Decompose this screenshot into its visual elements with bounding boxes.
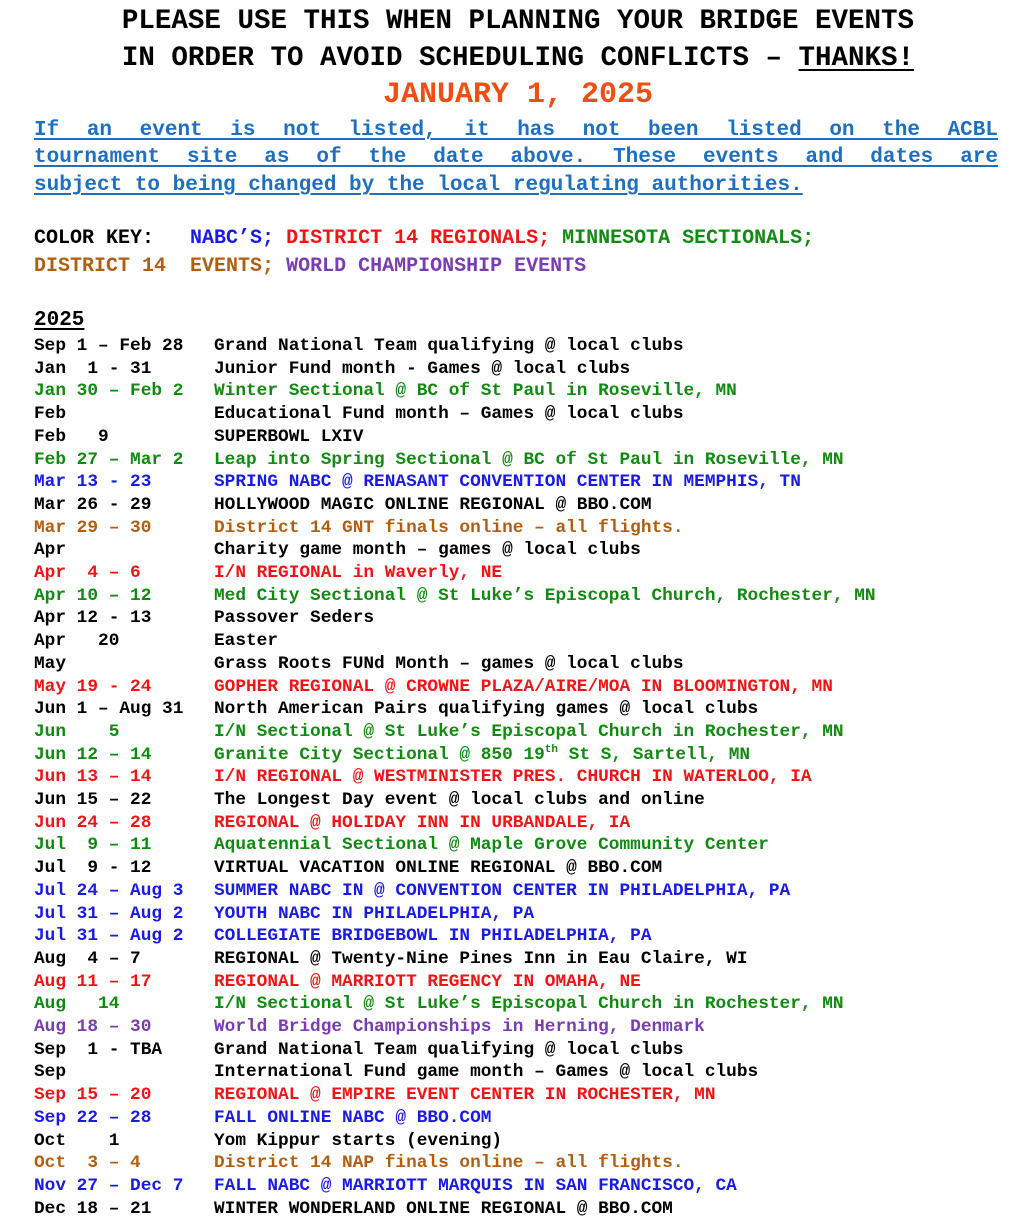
event-description bbox=[214, 744, 750, 767]
event-description-text: District 14 NAP finals online – all flights. bbox=[214, 1153, 684, 1174]
event-date: Aug 14 bbox=[34, 994, 120, 1015]
event-description bbox=[214, 1039, 684, 1062]
event-description-text: HOLLYWOOD MAGIC ONLINE REGIONAL @ BBO.COM bbox=[214, 494, 652, 515]
event-description-text: FALL NABC @ MARRIOTT MARQUIS IN SAN FRANCISCO, CA bbox=[214, 1175, 737, 1196]
event-description-text: World Bridge Championships in Herning, Denmark bbox=[214, 1017, 705, 1037]
event-date: Nov 27 – Dec 7 bbox=[34, 1175, 184, 1196]
event-date: Jun 13 – 14 bbox=[34, 767, 152, 788]
disclaimer-line-1: If an event is not listed, it has not been listed on the ACBL bbox=[34, 119, 998, 142]
event-description bbox=[214, 857, 662, 880]
color-key-line-2 bbox=[34, 253, 586, 281]
document-date: JANUARY 1, 2025 bbox=[382, 78, 654, 112]
event-description-text: Grand National Team qualifying @ local clubs bbox=[214, 1039, 684, 1060]
event-date: Jan 1 - 31 bbox=[34, 358, 152, 379]
key-district-regionals: DISTRICT 14 REGIONALS; bbox=[286, 227, 551, 250]
event-description-text: Granite City Sectional @ 850 19 bbox=[214, 744, 545, 765]
event-description-text: SPRING NABC @ RENASANT CONVENTION CENTER IN MEMPHIS, TN bbox=[214, 472, 801, 493]
event-date: Sep 1 - TBA bbox=[34, 1039, 163, 1060]
event-description bbox=[214, 698, 758, 721]
event-description bbox=[214, 993, 844, 1016]
event-description-text: WINTER WONDERLAND ONLINE REGIONAL @ BBO.COM bbox=[214, 1198, 673, 1219]
event-description bbox=[214, 494, 652, 517]
event-description-text: Educational Fund month – Games @ local clubs bbox=[214, 404, 684, 425]
event-description-text: REGIONAL @ EMPIRE EVENT CENTER IN ROCHESTER, MN bbox=[214, 1085, 716, 1106]
event-date: May 19 - 24 bbox=[34, 676, 152, 697]
year-heading: 2025 bbox=[34, 309, 85, 332]
event-date: Apr 20 bbox=[34, 631, 120, 652]
event-description bbox=[214, 517, 684, 540]
event-description bbox=[214, 925, 652, 948]
color-key-line-1 bbox=[34, 225, 814, 253]
event-date: Apr 12 - 13 bbox=[34, 608, 152, 629]
event-description-text: SUMMER NABC IN @ CONVENTION CENTER IN PHILADELPHIA, PA bbox=[214, 880, 791, 901]
event-description bbox=[214, 676, 833, 699]
event-description bbox=[214, 449, 844, 472]
event-date: Apr bbox=[34, 540, 67, 561]
ordinal-suffix: th bbox=[544, 743, 558, 756]
event-description bbox=[214, 335, 684, 358]
event-description bbox=[214, 426, 363, 449]
event-description-text: I/N Sectional @ St Luke’s Episcopal Church in Rochester, MN bbox=[214, 994, 844, 1015]
event-date: Aug 11 – 17 bbox=[34, 971, 152, 992]
event-description bbox=[214, 1061, 758, 1084]
event-date: Jul 31 – Aug 2 bbox=[34, 903, 184, 924]
event-date: Sep 1 – Feb 28 bbox=[34, 336, 184, 356]
event-description-text: Grass Roots FUNd Month – games @ local clubs bbox=[214, 653, 684, 674]
event-date: Jul 9 – 11 bbox=[34, 835, 152, 856]
thanks-emphasis: THANKS! bbox=[798, 43, 915, 74]
event-description-text: REGIONAL @ Twenty-Nine Pines Inn in Eau Claire, WI bbox=[214, 948, 748, 969]
event-date: Aug 4 – 7 bbox=[34, 948, 141, 969]
event-date: Mar 26 - 29 bbox=[34, 494, 152, 515]
event-date: May bbox=[34, 653, 67, 674]
event-description-text: The Longest Day event @ local clubs and online bbox=[214, 790, 705, 810]
event-date: Jun 1 – Aug 31 bbox=[34, 699, 184, 720]
event-description bbox=[214, 789, 705, 812]
event-description-text-after: St S, Sartell, MN bbox=[558, 744, 751, 765]
event-date: Jun 24 – 28 bbox=[34, 812, 152, 833]
event-description bbox=[214, 471, 801, 494]
event-description-text: GOPHER REGIONAL @ CROWNE PLAZA/AIRE/MOA IN BLOOMINGTON, MN bbox=[214, 676, 833, 697]
event-description bbox=[214, 1016, 705, 1039]
event-description-text: Winter Sectional @ BC of St Paul in Roseville, MN bbox=[214, 381, 737, 402]
event-description-text: REGIONAL @ HOLIDAY INN IN URBANDALE, IA bbox=[214, 812, 631, 833]
disclaimer-line-3: subject to being changed by the local regulating authorities. bbox=[34, 174, 803, 197]
event-description-text: Aquatennial Sectional @ Maple Grove Community Center bbox=[214, 835, 769, 856]
event-description bbox=[214, 630, 278, 653]
event-date: Sep 22 – 28 bbox=[34, 1107, 152, 1128]
event-description-text: VIRTUAL VACATION ONLINE REGIONAL @ BBO.COM bbox=[214, 858, 663, 879]
event-description-text: I/N REGIONAL in Waverly, NE bbox=[214, 563, 503, 583]
event-description bbox=[214, 653, 684, 676]
event-description-text: Junior Fund month - Games @ local clubs bbox=[214, 358, 631, 379]
event-description bbox=[214, 880, 790, 903]
header-line-2 bbox=[0, 40, 1036, 77]
event-description bbox=[214, 562, 502, 585]
color-key-label: COLOR KEY: bbox=[34, 227, 155, 250]
header-line-2-prefix: IN ORDER TO AVOID SCHEDULING CONFLICTS – bbox=[121, 43, 799, 74]
event-description bbox=[214, 539, 641, 562]
event-description bbox=[214, 380, 737, 403]
event-description bbox=[214, 834, 769, 857]
event-description-text: YOUTH NABC IN PHILADELPHIA, PA bbox=[214, 903, 535, 924]
key-world-championships: WORLD CHAMPIONSHIP EVENTS bbox=[286, 255, 587, 278]
event-description-text: Easter bbox=[214, 631, 279, 652]
event-date: Jul 24 – Aug 3 bbox=[34, 880, 184, 901]
event-date: Aug 18 – 30 bbox=[34, 1017, 152, 1037]
event-date: Feb 9 bbox=[34, 426, 109, 447]
event-description bbox=[214, 1130, 502, 1153]
event-description-text: Grand National Team qualifying @ local clubs bbox=[214, 336, 684, 356]
event-description-text: FALL ONLINE NABC @ BBO.COM bbox=[214, 1107, 492, 1128]
event-date: Dec 18 – 21 bbox=[34, 1198, 152, 1219]
event-description bbox=[214, 903, 534, 926]
event-date: Jun 12 – 14 bbox=[34, 744, 152, 765]
event-description-text: I/N REGIONAL @ WESTMINISTER PRES. CHURCH IN WATERLOO, IA bbox=[214, 767, 812, 788]
event-description bbox=[214, 607, 374, 630]
event-date: Feb 27 – Mar 2 bbox=[34, 449, 184, 470]
event-description-text: International Fund game month – Games @ local clubs bbox=[214, 1062, 759, 1083]
event-description-text: I/N Sectional @ St Luke’s Episcopal Church in Rochester, MN bbox=[214, 721, 844, 742]
event-description bbox=[214, 721, 844, 744]
event-description-text: Charity game month – games @ local clubs bbox=[214, 540, 641, 561]
event-description bbox=[214, 1175, 737, 1198]
key-district-events: DISTRICT 14 EVENTS; bbox=[34, 255, 275, 278]
event-description-text: SUPERBOWL LXIV bbox=[214, 426, 364, 447]
key-mn-sectionals: MINNESOTA SECTIONALS; bbox=[562, 227, 815, 250]
event-date: Feb bbox=[34, 404, 67, 425]
event-description-text: REGIONAL @ MARRIOTT REGENCY IN OMAHA, NE bbox=[214, 971, 641, 992]
event-description bbox=[214, 1152, 684, 1175]
event-description-text: Med City Sectional @ St Luke’s Episcopal Church, Rochester, MN bbox=[214, 585, 876, 606]
event-date: Sep 15 – 20 bbox=[34, 1085, 152, 1106]
event-date: Mar 13 - 23 bbox=[34, 472, 152, 493]
event-description bbox=[214, 812, 630, 835]
event-description-text: North American Pairs qualifying games @ local clubs bbox=[214, 699, 759, 720]
event-date: Oct 1 bbox=[34, 1130, 120, 1151]
event-date: Apr 4 – 6 bbox=[34, 563, 141, 583]
event-description bbox=[214, 1107, 491, 1130]
event-description bbox=[214, 766, 812, 789]
event-date: Jan 30 – Feb 2 bbox=[34, 381, 184, 402]
event-description-text: Passover Seders bbox=[214, 608, 375, 629]
event-description bbox=[214, 1084, 716, 1107]
event-date: Oct 3 – 4 bbox=[34, 1153, 141, 1174]
event-date: Jun 15 – 22 bbox=[34, 790, 152, 810]
event-description bbox=[214, 971, 641, 994]
event-description bbox=[214, 948, 748, 971]
event-description-text: District 14 GNT finals online – all flights. bbox=[214, 517, 684, 538]
event-date: Jul 9 - 12 bbox=[34, 858, 152, 879]
event-date: Jul 31 – Aug 2 bbox=[34, 926, 184, 947]
event-date: Sep bbox=[34, 1062, 67, 1083]
event-date: Mar 29 – 30 bbox=[34, 517, 152, 538]
event-description-text: COLLEGIATE BRIDGEBOWL IN PHILADELPHIA, PA bbox=[214, 926, 652, 947]
key-nabc: NABC’S; bbox=[190, 227, 275, 250]
event-description-text: Yom Kippur starts (evening) bbox=[214, 1130, 503, 1151]
event-date: Apr 10 – 12 bbox=[34, 585, 152, 606]
event-description bbox=[214, 585, 876, 608]
event-description bbox=[214, 403, 684, 426]
disclaimer-line-2: tournament site as of the date above. These events and dates are bbox=[34, 146, 998, 169]
event-description bbox=[214, 1198, 673, 1221]
header-line-1: PLEASE USE THIS WHEN PLANNING YOUR BRIDGE EVENTS bbox=[121, 6, 915, 37]
event-description-text: Leap into Spring Sectional @ BC of St Paul in Roseville, MN bbox=[214, 449, 844, 470]
event-date: Jun 5 bbox=[34, 721, 120, 742]
event-description bbox=[214, 358, 630, 381]
